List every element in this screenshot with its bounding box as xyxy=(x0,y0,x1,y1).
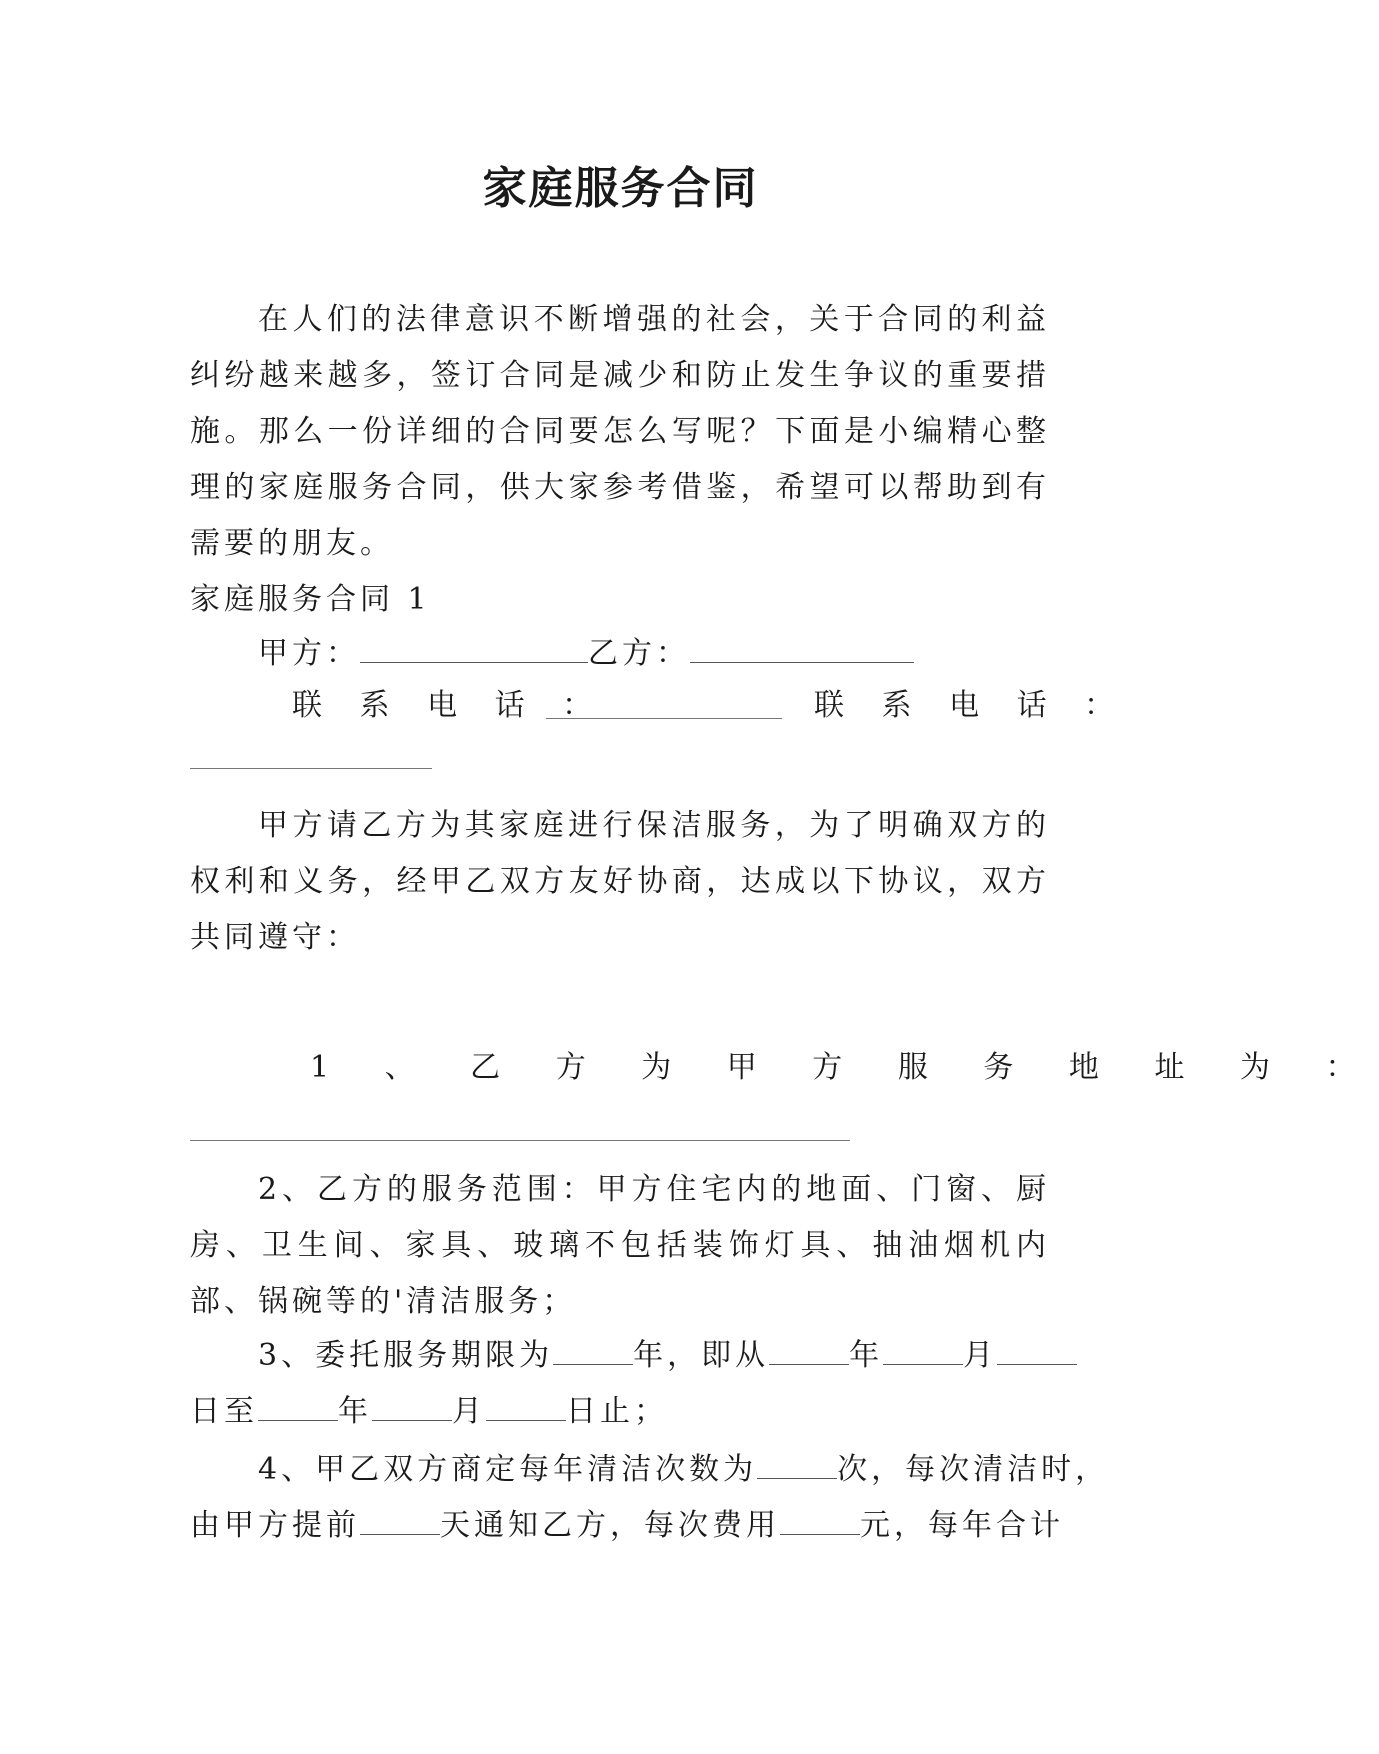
phone-b-blank xyxy=(190,768,432,769)
clause-3-text: 日止； xyxy=(566,1394,668,1429)
clause-4-text: 元，每年合计 xyxy=(860,1508,1064,1543)
clause-3-text: 年 xyxy=(338,1394,372,1429)
years-blank xyxy=(553,1336,633,1365)
clause-1: 1 、 乙 方 为 甲 方 服 务 地 址 为 ： xyxy=(310,1050,1379,1085)
clause-3-text: 3、委托服务期限为 xyxy=(258,1338,554,1373)
party-b-blank xyxy=(690,634,914,663)
start-year-blank xyxy=(769,1336,849,1365)
cleaning-count-blank xyxy=(757,1450,837,1479)
fee-blank xyxy=(780,1506,860,1535)
document-title: 家庭服务合同 xyxy=(482,163,759,214)
purpose-paragraph: 甲方请乙方为其家庭进行保洁服务，为了明确双方的权利和义务，经甲乙双方友好协商，达成以下协议，双方共同遵守： xyxy=(190,808,1050,955)
phone-label-b: 联 系 电 话 ： xyxy=(814,688,1129,723)
party-a-blank xyxy=(360,634,588,663)
clause-3-text: 日至 xyxy=(190,1394,258,1429)
clause-3-text: 月 xyxy=(963,1338,998,1373)
end-day-blank xyxy=(486,1392,566,1421)
clause-4-text: 天通知乙方，每次费用 xyxy=(440,1508,780,1543)
clause-4-text: 4、甲乙双方商定每年清洁次数为 xyxy=(258,1452,758,1487)
start-day-blank xyxy=(997,1336,1077,1365)
notice-days-blank xyxy=(360,1506,440,1535)
clause-4-text: 次，每次清洁时， xyxy=(837,1452,1110,1487)
clause-3-text: 年 xyxy=(849,1338,884,1373)
party-a-label: 甲方： xyxy=(258,636,360,671)
clause-2: 2、乙方的服务范围：甲方住宅内的地面、门窗、厨房、卫生间、家具、玻璃不包括装饰灯具、抽油烟机内部、锅碗等的'清洁服务； xyxy=(190,1172,1050,1319)
phone-a-blank xyxy=(546,718,782,719)
clause-1-blank xyxy=(190,1140,850,1141)
party-b-label: 乙方： xyxy=(588,636,690,671)
phone-label-a: 联 系 电 话 ： xyxy=(292,688,607,723)
parties-line xyxy=(258,634,914,674)
clause-4-line-2 xyxy=(190,1506,1064,1546)
end-month-blank xyxy=(372,1392,452,1421)
end-year-blank xyxy=(258,1392,338,1421)
clause-3-line-1 xyxy=(258,1336,1077,1376)
start-month-blank xyxy=(883,1336,963,1365)
intro-paragraph: 在人们的法律意识不断增强的社会，关于合同的利益纠纷越来越多，签订合同是减少和防止发生争议的重要措施。那么一份详细的合同要怎么写呢？下面是小编精心整理的家庭服务合同，供大家参考借鉴，希望可以帮助到有需要的朋友。 xyxy=(190,302,1050,561)
clause-4-text: 由甲方提前 xyxy=(190,1508,360,1543)
clause-3-text: 年，即从 xyxy=(633,1338,770,1373)
clause-3-text: 月 xyxy=(452,1394,486,1429)
section-heading: 家庭服务合同 1 xyxy=(190,582,431,617)
clause-3-line-2 xyxy=(190,1392,668,1432)
clause-4-line-1 xyxy=(258,1450,1109,1490)
